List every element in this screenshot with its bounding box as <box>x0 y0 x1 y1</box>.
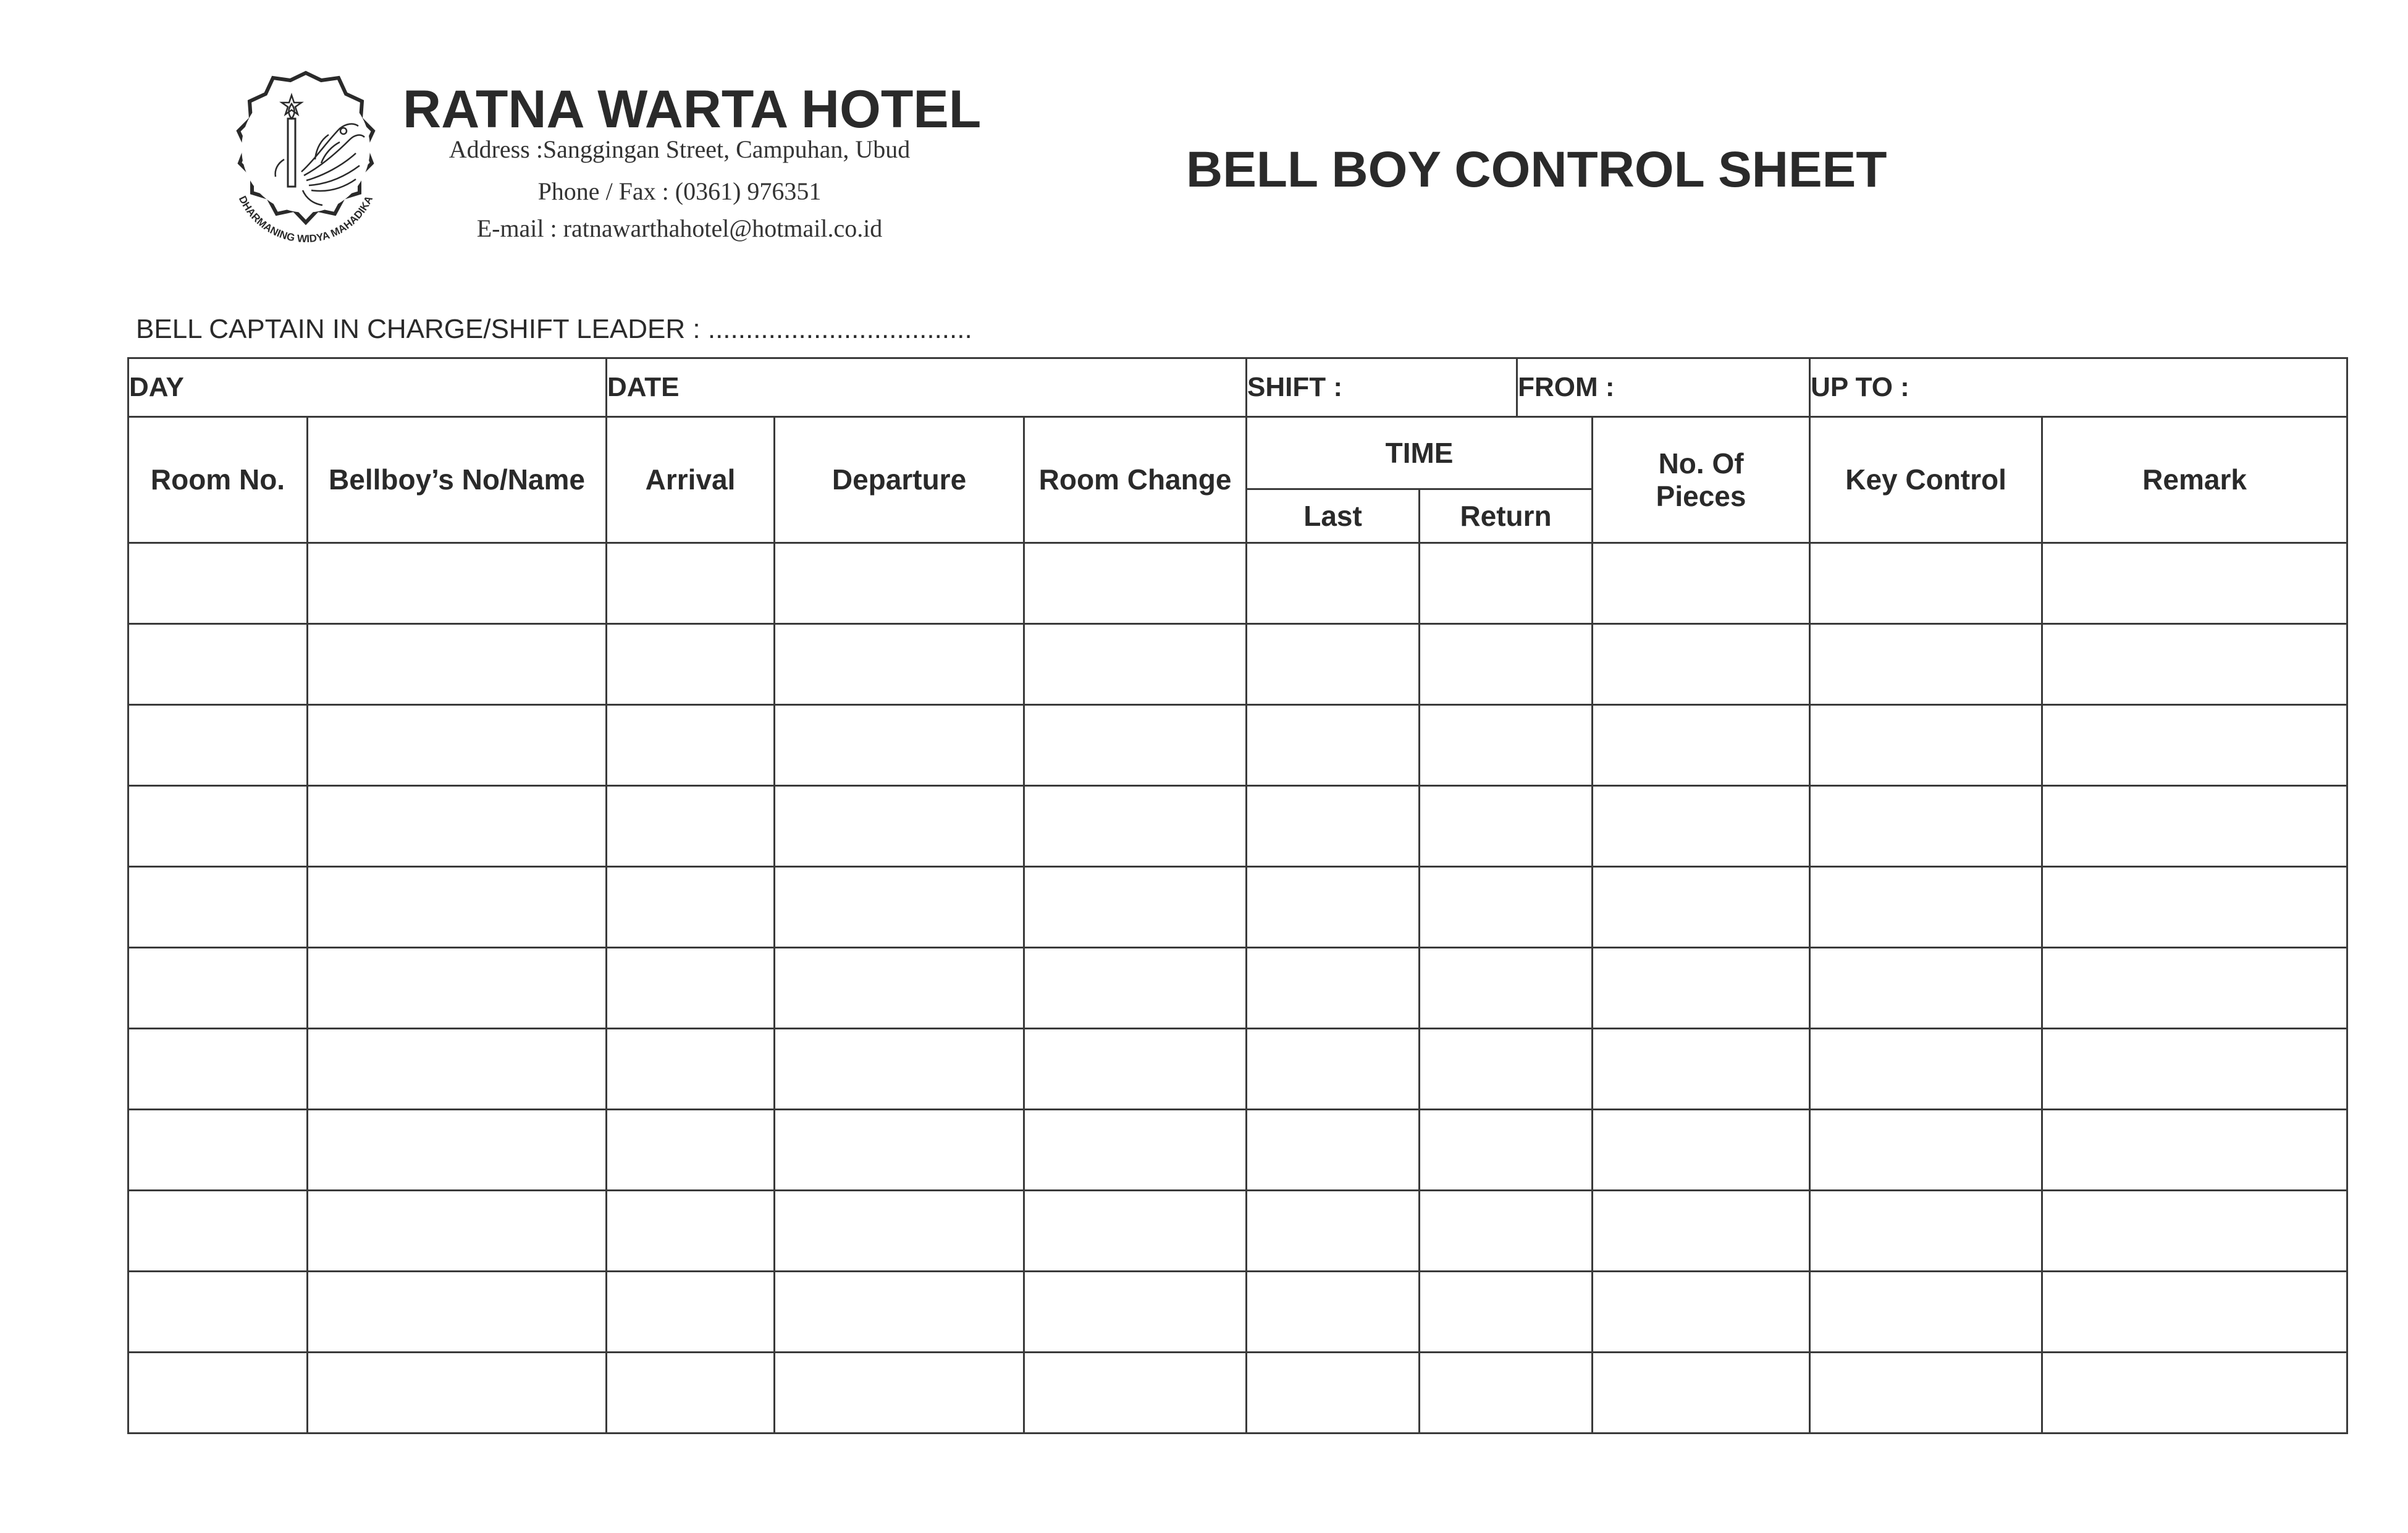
cell-arrival[interactable] <box>607 543 775 624</box>
data-rows <box>128 543 2347 1434</box>
col-room-no: Room No. <box>128 417 308 543</box>
date-field[interactable]: DATE <box>607 358 1247 417</box>
cell-remark[interactable] <box>2042 624 2347 705</box>
hotel-address: Address :Sanggingan Street, Campuhan, Ubud <box>448 135 911 163</box>
col-time-return: Return <box>1420 489 1593 543</box>
cell-room-change[interactable] <box>1024 786 1247 867</box>
cell-arrival[interactable] <box>607 705 775 786</box>
cell-key-control[interactable] <box>1810 1272 2042 1353</box>
cell-pieces[interactable] <box>1593 624 1810 705</box>
cell-room-no[interactable] <box>128 1191 308 1272</box>
cell-room-no[interactable] <box>128 1353 308 1434</box>
cell-arrival[interactable] <box>607 948 775 1029</box>
cell-arrival[interactable] <box>607 1272 775 1353</box>
table-row <box>128 948 2347 1029</box>
cell-room-change[interactable] <box>1024 1110 1247 1191</box>
cell-time-last[interactable] <box>1247 948 1420 1029</box>
cell-pieces[interactable] <box>1593 786 1810 867</box>
table-row <box>128 1272 2347 1353</box>
cell-room-change[interactable] <box>1024 624 1247 705</box>
cell-remark[interactable] <box>2042 1110 2347 1191</box>
col-key-control: Key Control <box>1810 417 2042 543</box>
cell-room-change[interactable] <box>1024 1191 1247 1272</box>
cell-time-return[interactable] <box>1420 705 1593 786</box>
table-row <box>128 867 2347 948</box>
cell-key-control[interactable] <box>1810 624 2042 705</box>
hotel-email: E-mail : ratnawarthahotel@hotmail.co.id <box>476 214 883 242</box>
cell-room-no[interactable] <box>128 543 308 624</box>
cell-room-change[interactable] <box>1024 705 1247 786</box>
cell-bellboy[interactable] <box>308 705 607 786</box>
cell-remark[interactable] <box>2042 1029 2347 1110</box>
cell-room-change[interactable] <box>1024 1029 1247 1110</box>
cell-bellboy[interactable] <box>308 1191 607 1272</box>
cell-key-control[interactable] <box>1810 867 2042 948</box>
cell-bellboy[interactable] <box>308 948 607 1029</box>
cell-room-no[interactable] <box>128 705 308 786</box>
from-field[interactable]: FROM : <box>1517 358 1810 417</box>
cell-time-return[interactable] <box>1420 624 1593 705</box>
cell-bellboy[interactable] <box>308 543 607 624</box>
cell-time-return[interactable] <box>1420 543 1593 624</box>
info-row <box>128 358 2347 417</box>
cell-remark[interactable] <box>2042 543 2347 624</box>
cell-departure[interactable] <box>775 1191 1024 1272</box>
cell-key-control[interactable] <box>1810 1191 2042 1272</box>
control-sheet-table <box>127 357 2348 1434</box>
cell-room-no[interactable] <box>128 948 308 1029</box>
cell-bellboy[interactable] <box>308 624 607 705</box>
cell-time-last[interactable] <box>1247 1272 1420 1353</box>
up-to-field[interactable]: UP TO : <box>1810 358 2347 417</box>
day-field[interactable]: DAY <box>128 358 607 417</box>
cell-bellboy[interactable] <box>308 786 607 867</box>
cell-departure[interactable] <box>775 624 1024 705</box>
cell-time-return[interactable] <box>1420 1272 1593 1353</box>
cell-departure[interactable] <box>775 1353 1024 1434</box>
cell-remark[interactable] <box>2042 1191 2347 1272</box>
cell-time-last[interactable] <box>1247 1029 1420 1110</box>
logo-motto: DHARMANING WIDYA MAHADIKA <box>236 194 376 245</box>
cell-arrival[interactable] <box>607 1029 775 1110</box>
cell-key-control[interactable] <box>1810 1353 2042 1434</box>
cell-arrival[interactable] <box>607 624 775 705</box>
cell-pieces[interactable] <box>1593 705 1810 786</box>
cell-key-control[interactable] <box>1810 1110 2042 1191</box>
cell-key-control[interactable] <box>1810 543 2042 624</box>
cell-room-change[interactable] <box>1024 543 1247 624</box>
cell-room-no[interactable] <box>128 867 308 948</box>
cell-time-return[interactable] <box>1420 1191 1593 1272</box>
cell-bellboy[interactable] <box>308 1029 607 1110</box>
table-row <box>128 705 2347 786</box>
hotel-name: RATNA WARTA HOTEL <box>403 80 982 139</box>
table-row <box>128 786 2347 867</box>
cell-pieces[interactable] <box>1593 867 1810 948</box>
col-time: TIME <box>1247 417 1593 489</box>
cell-key-control[interactable] <box>1810 948 2042 1029</box>
cell-room-no[interactable] <box>128 786 308 867</box>
cell-bellboy[interactable] <box>308 1272 607 1353</box>
shift-field[interactable]: SHIFT : <box>1247 358 1517 417</box>
cell-pieces[interactable] <box>1593 1353 1810 1434</box>
cell-departure[interactable] <box>775 1272 1024 1353</box>
cell-pieces[interactable] <box>1593 1191 1810 1272</box>
cell-room-change[interactable] <box>1024 1353 1247 1434</box>
cell-room-change[interactable] <box>1024 1272 1247 1353</box>
cell-departure[interactable] <box>775 705 1024 786</box>
cell-pieces[interactable] <box>1593 1029 1810 1110</box>
cell-room-no[interactable] <box>128 1029 308 1110</box>
cell-time-return[interactable] <box>1420 1110 1593 1191</box>
cell-time-last[interactable] <box>1247 786 1420 867</box>
cell-departure[interactable] <box>775 1029 1024 1110</box>
col-time-last: Last <box>1247 489 1420 543</box>
table-row <box>128 1029 2347 1110</box>
cell-time-last[interactable] <box>1247 1191 1420 1272</box>
cell-departure[interactable] <box>775 867 1024 948</box>
header-row <box>128 417 2347 489</box>
cell-key-control[interactable] <box>1810 705 2042 786</box>
cell-pieces[interactable] <box>1593 1272 1810 1353</box>
cell-pieces[interactable] <box>1593 1110 1810 1191</box>
cell-remark[interactable] <box>2042 705 2347 786</box>
cell-remark[interactable] <box>2042 1353 2347 1434</box>
bell-captain-field[interactable]: BELL CAPTAIN IN CHARGE/SHIFT LEADER : ................................... <box>136 314 972 344</box>
col-departure: Departure <box>775 417 1024 543</box>
table-row <box>128 1353 2347 1434</box>
hotel-logo <box>222 67 389 264</box>
table-row <box>128 543 2347 624</box>
cell-time-last[interactable] <box>1247 867 1420 948</box>
cell-departure[interactable] <box>775 543 1024 624</box>
cell-departure[interactable] <box>775 786 1024 867</box>
cell-time-return[interactable] <box>1420 1353 1593 1434</box>
cell-remark[interactable] <box>2042 786 2347 867</box>
cell-arrival[interactable] <box>607 786 775 867</box>
cell-key-control[interactable] <box>1810 786 2042 867</box>
cell-bellboy[interactable] <box>308 867 607 948</box>
cell-time-last[interactable] <box>1247 1110 1420 1191</box>
col-bellboy: Bellboy’s No/Name <box>308 417 607 543</box>
cell-arrival[interactable] <box>607 1191 775 1272</box>
cell-room-no[interactable] <box>128 1272 308 1353</box>
cell-time-last[interactable] <box>1247 624 1420 705</box>
cell-pieces[interactable] <box>1593 543 1810 624</box>
sheet-title: BELL BOY CONTROL SHEET <box>1186 141 1887 198</box>
cell-room-change[interactable] <box>1024 948 1247 1029</box>
cell-remark[interactable] <box>2042 948 2347 1029</box>
table-row <box>128 1110 2347 1191</box>
cell-arrival[interactable] <box>607 1353 775 1434</box>
cell-time-last[interactable] <box>1247 705 1420 786</box>
col-pieces-line2: Pieces <box>1656 479 1746 512</box>
cell-time-return[interactable] <box>1420 948 1593 1029</box>
cell-arrival[interactable] <box>607 1110 775 1191</box>
cell-time-last[interactable] <box>1247 543 1420 624</box>
cell-remark[interactable] <box>2042 867 2347 948</box>
col-pieces-line1: No. Of <box>1658 447 1744 479</box>
cell-pieces[interactable] <box>1593 948 1810 1029</box>
col-room-change: Room Change <box>1024 417 1247 543</box>
cell-arrival[interactable] <box>607 867 775 948</box>
cell-room-no[interactable] <box>128 1110 308 1191</box>
col-arrival: Arrival <box>607 417 775 543</box>
col-remark: Remark <box>2042 417 2347 543</box>
cell-remark[interactable] <box>2042 1272 2347 1353</box>
cell-time-return[interactable] <box>1420 1029 1593 1110</box>
cell-departure[interactable] <box>775 948 1024 1029</box>
cell-bellboy[interactable] <box>308 1110 607 1191</box>
cell-bellboy[interactable] <box>308 1353 607 1434</box>
cell-room-change[interactable] <box>1024 867 1247 948</box>
cell-key-control[interactable] <box>1810 1029 2042 1110</box>
cell-room-no[interactable] <box>128 624 308 705</box>
col-pieces <box>1593 417 1810 543</box>
cell-departure[interactable] <box>775 1110 1024 1191</box>
cell-time-return[interactable] <box>1420 867 1593 948</box>
cell-time-last[interactable] <box>1247 1353 1420 1434</box>
table-row <box>128 624 2347 705</box>
table-row <box>128 1191 2347 1272</box>
hotel-phone: Phone / Fax : (0361) 976351 <box>537 177 822 205</box>
cell-time-return[interactable] <box>1420 786 1593 867</box>
